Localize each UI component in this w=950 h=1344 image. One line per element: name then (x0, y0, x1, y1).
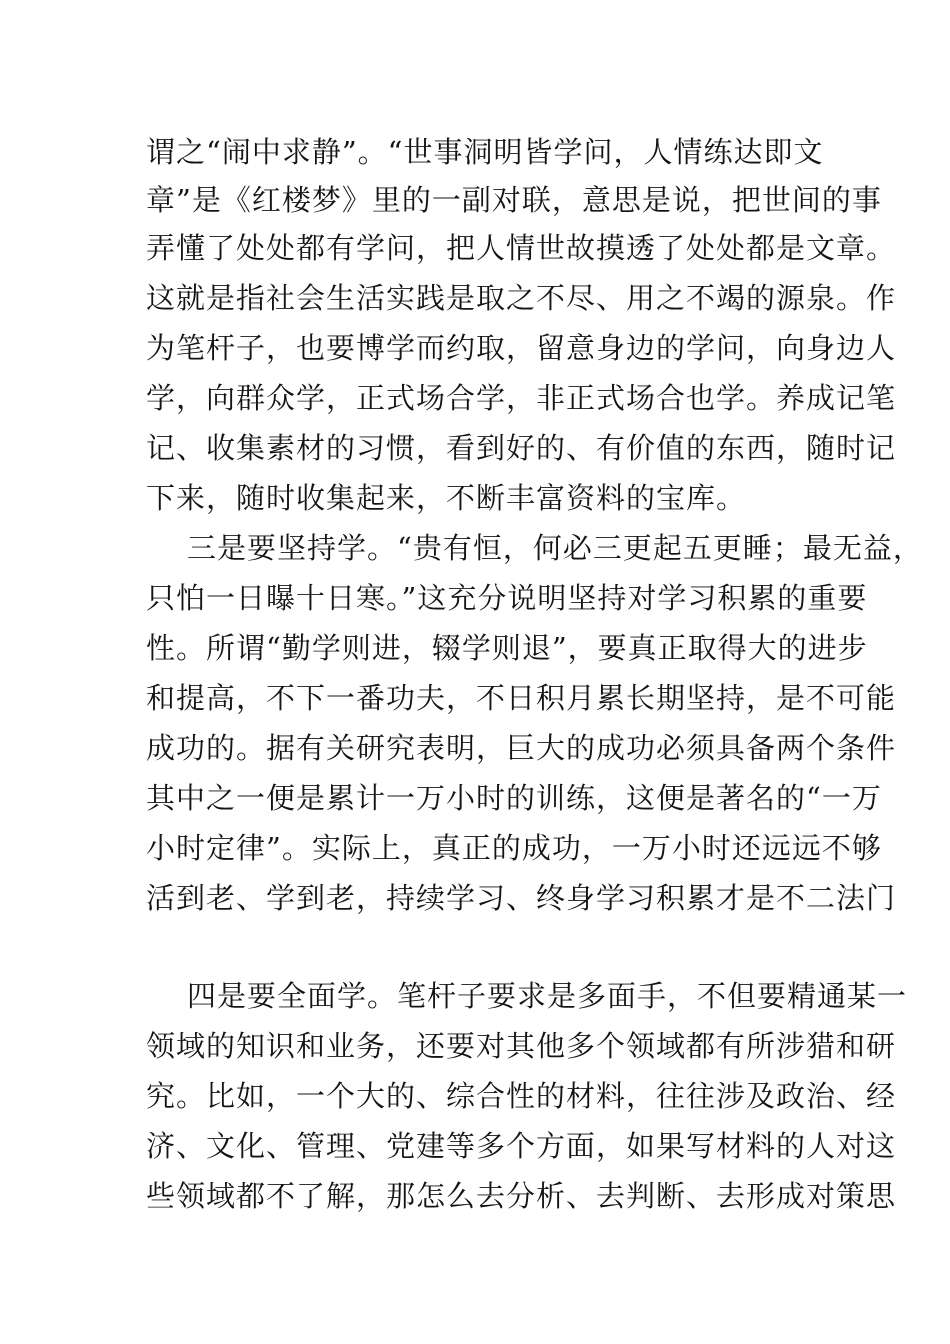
text-line: 弄懂了处处都有学问，把人情世故摸透了处处都是文章。 (146, 231, 897, 265)
text-line: 其中之一便是累计一万小时的训练，这便是著名的“一万 (146, 781, 882, 815)
text-line: 记、收集素材的习惯，看到好的、有价值的东西，随时记 (146, 431, 897, 465)
text-line: 学，向群众学，正式场合学，非正式场合也学。养成记笔 (146, 381, 897, 415)
text-line: 这就是指社会生活实践是取之不尽、用之不竭的源泉。作 (146, 281, 897, 315)
text-line: 领域的知识和业务，还要对其他多个领域都有所涉猎和研 (146, 1029, 897, 1063)
text-line: 和提高，不下一番功夫，不日积月累长期坚持，是不可能 (146, 681, 897, 715)
text-line: 小时定律”。实际上，真正的成功，一万小时还远远不够 (146, 831, 882, 865)
text-line: 只怕一日曝十日寒。”这充分说明坚持对学习积累的重要 (146, 581, 868, 615)
text-line: 成功的。据有关研究表明，巨大的成功必须具备两个条件 (146, 731, 897, 765)
text-line: 为笔杆子，也要博学而约取，留意身边的学问，向身边人 (146, 331, 897, 365)
text-line: 些领域都不了解，那怎么去分析、去判断、去形成对策思 (146, 1179, 897, 1213)
text-line: 四是要全面学。笔杆子要求是多面手，不但要精通某一 (187, 979, 908, 1013)
text-line: 下来，随时收集起来，不断丰富资料的宝库。 (146, 481, 747, 515)
text-line: 性。所谓“勤学则进，辍学则退”，要真正取得大的进步 (146, 631, 868, 665)
text-line: 谓之“闹中求静”。“世事洞明皆学问，人情练达即文 (146, 135, 824, 169)
text-line: 三是要坚持学。“贵有恒，何必三更起五更睡；最无益， (187, 531, 923, 565)
text-line: 究。比如，一个大的、综合性的材料，往往涉及政治、经 (146, 1079, 897, 1113)
text-line: 活到老、学到老，持续学习、终身学习积累才是不二法门 (146, 881, 897, 915)
text-line: 济、文化、管理、党建等多个方面，如果写材料的人对这 (146, 1129, 897, 1163)
text-line: 章”是《红楼梦》里的一副对联，意思是说，把世间的事 (146, 183, 882, 217)
